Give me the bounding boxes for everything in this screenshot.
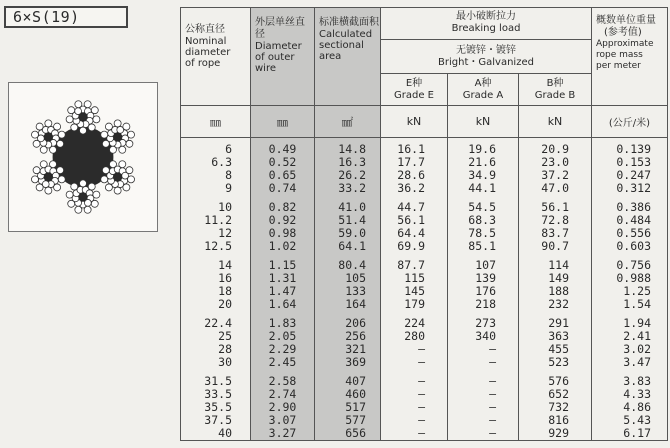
cell-sectional-area: 460 xyxy=(345,387,366,401)
cell-mass: 5.43 xyxy=(623,413,651,427)
cell-mass: 1.94 xyxy=(623,316,651,330)
strand-inner-wire-icon xyxy=(75,108,82,115)
cell-sectional-area: 51.4 xyxy=(338,213,366,227)
header-grade-e xyxy=(381,74,448,106)
cell-grade-a: 78.5 xyxy=(468,226,496,240)
strand-outer-wire-icon xyxy=(75,101,82,108)
strand-outer-wire-icon xyxy=(114,187,121,194)
cell-mass: 1.54 xyxy=(623,297,651,311)
col-grade-b xyxy=(519,138,592,441)
header-breaking-load-en: Breaking load xyxy=(451,23,521,34)
cell-wire-diameter: 1.83 xyxy=(268,316,297,330)
header-nominal-diameter-en-1: Nominal xyxy=(185,36,227,47)
cell-nominal-diameter: 37.5 xyxy=(204,413,232,427)
cell-grade-a: 218 xyxy=(475,297,496,311)
cell-grade-e: 16.1 xyxy=(397,142,425,156)
cell-sectional-area: 206 xyxy=(345,316,366,330)
header-mass-en-3: per meter xyxy=(596,61,641,71)
cell-grade-b: 83.7 xyxy=(541,226,569,240)
rope-cross-section-diagram xyxy=(8,82,158,232)
cell-grade-b: 576 xyxy=(548,374,569,388)
cell-nominal-diameter: 28 xyxy=(218,342,232,356)
strand-outer-wire-icon xyxy=(123,184,130,191)
cell-wire-diameter: 0.98 xyxy=(268,226,297,240)
cell-wire-diameter: 1.64 xyxy=(268,297,297,311)
cell-grade-e: — xyxy=(418,374,425,388)
cell-grade-a: — xyxy=(489,413,496,427)
strand-outer-wire-icon xyxy=(93,191,100,198)
cell-sectional-area: 256 xyxy=(345,329,366,343)
header-wire-diameter-en-2: of outer xyxy=(255,52,295,63)
cell-grade-e: 145 xyxy=(404,284,425,298)
col-wire-diameter xyxy=(251,138,315,441)
cell-sectional-area: 656 xyxy=(345,426,366,440)
cell-grade-b: 114 xyxy=(548,258,569,272)
unit-sectional-area: ㎟ xyxy=(315,106,381,138)
strand-outer-wire-icon xyxy=(68,200,75,207)
strand-inner-wire-icon xyxy=(84,199,91,206)
cell-nominal-diameter: 20 xyxy=(218,297,232,311)
cell-grade-a: 107 xyxy=(475,258,496,272)
strand-outer-wire-icon xyxy=(102,167,109,174)
cell-grade-e: 44.7 xyxy=(397,200,425,214)
cell-grade-a: 340 xyxy=(475,329,496,343)
col-grade-e xyxy=(381,138,448,441)
header-mass-en-1: Approximate xyxy=(596,39,654,49)
header-sectional-area-cn: 标准横截面积 xyxy=(319,17,379,28)
cell-grade-e: — xyxy=(418,355,425,369)
strand-outer-wire-icon xyxy=(36,184,43,191)
strand-outer-wire-icon xyxy=(119,161,126,168)
cell-grade-e: 28.6 xyxy=(397,168,425,182)
cell-wire-diameter: 1.47 xyxy=(268,284,297,298)
header-grade-e-cn: E种 xyxy=(405,78,423,89)
strand-outer-wire-icon xyxy=(75,206,82,213)
cell-sectional-area: 133 xyxy=(345,284,366,298)
cell-grade-b: 37.2 xyxy=(541,168,569,182)
cell-grade-b: 72.8 xyxy=(541,213,569,227)
header-mass-cn2: (参考值) xyxy=(604,27,642,38)
cell-mass: 0.484 xyxy=(616,213,651,227)
cell-sectional-area: 517 xyxy=(345,400,366,414)
cell-nominal-diameter: 40 xyxy=(218,426,232,440)
cell-grade-b: 523 xyxy=(548,355,569,369)
cell-mass: 0.247 xyxy=(616,168,651,182)
header-grade-a-cn: A种 xyxy=(474,78,492,89)
cell-grade-a: 68.3 xyxy=(468,213,496,227)
cell-grade-e: 115 xyxy=(404,271,425,285)
cell-sectional-area: 321 xyxy=(345,342,366,356)
rope-type-title: 6×S(19) xyxy=(4,6,128,28)
strand-outer-wire-icon xyxy=(102,140,109,147)
cell-wire-diameter: 2.90 xyxy=(268,400,297,414)
header-wire-diameter xyxy=(251,8,315,106)
unit-mass: (公斤/米) xyxy=(592,106,668,138)
cell-grade-a: — xyxy=(489,387,496,401)
cell-grade-a: — xyxy=(489,400,496,414)
col-nominal-diameter xyxy=(181,138,251,441)
header-wire-diameter-en-3: wire xyxy=(255,63,277,74)
col-grade-a xyxy=(448,138,519,441)
cell-grade-b: 90.7 xyxy=(541,239,569,253)
unit-grade-e: kN xyxy=(381,106,448,138)
header-sectional-area-en-2: sectional xyxy=(319,40,364,51)
cell-nominal-diameter: 12 xyxy=(218,226,232,240)
cell-wire-diameter: 0.49 xyxy=(268,142,297,156)
header-grade-e-en: Grade E xyxy=(394,90,434,101)
cell-nominal-diameter: 11.2 xyxy=(204,213,232,227)
cell-grade-e: 224 xyxy=(404,316,425,330)
cell-wire-diameter: 1.02 xyxy=(268,239,297,253)
cell-mass: 0.603 xyxy=(616,239,651,253)
cell-wire-diameter: 0.52 xyxy=(268,155,297,169)
header-bright-galvanized xyxy=(381,40,592,74)
header-breaking-load xyxy=(381,8,592,40)
cell-grade-a: — xyxy=(489,426,496,440)
strand-outer-wire-icon xyxy=(93,116,100,123)
strand-outer-wire-icon xyxy=(45,120,52,127)
strand-outer-wire-icon xyxy=(101,131,108,138)
cell-grade-b: 291 xyxy=(548,316,569,330)
strand-outer-wire-icon xyxy=(31,131,38,138)
cell-grade-e: 17.7 xyxy=(397,155,425,169)
strand-outer-wire-icon xyxy=(58,131,65,138)
cell-grade-a: — xyxy=(489,355,496,369)
cell-grade-b: 232 xyxy=(548,297,569,311)
cell-grade-e: 56.1 xyxy=(397,213,425,227)
strand-outer-wire-icon xyxy=(88,183,95,190)
header-grade-a-en: Grade A xyxy=(462,90,504,101)
cell-wire-diameter: 2.45 xyxy=(268,355,297,369)
cell-mass: 0.756 xyxy=(616,258,651,272)
header-mass-cn: 概数单位重量 xyxy=(596,15,656,26)
cell-grade-e: — xyxy=(418,413,425,427)
cell-sectional-area: 407 xyxy=(345,374,366,388)
cell-mass: 6.17 xyxy=(623,426,651,440)
cell-grade-a: 21.6 xyxy=(468,155,496,169)
cell-sectional-area: 105 xyxy=(345,271,366,285)
cell-nominal-diameter: 35.5 xyxy=(204,400,232,414)
cell-nominal-diameter: 6.3 xyxy=(211,155,232,169)
cell-grade-b: 455 xyxy=(548,342,569,356)
cell-grade-a: 34.9 xyxy=(468,168,496,182)
strand-outer-wire-icon xyxy=(109,146,116,153)
unit-nominal-diameter: ㎜ xyxy=(181,106,251,138)
cell-grade-b: 149 xyxy=(548,271,569,285)
strand-outer-wire-icon xyxy=(80,127,87,134)
header-mass-en-2: rope mass xyxy=(596,50,643,60)
header-bright-galvanized-cn: 无镀锌・镀锌 xyxy=(456,45,516,56)
strand-outer-wire-icon xyxy=(128,176,135,183)
cell-nominal-diameter: 30 xyxy=(218,355,232,369)
strand-outer-wire-icon xyxy=(91,107,98,114)
header-nominal-diameter-cn: 公称直径 xyxy=(185,24,225,35)
cell-grade-e: — xyxy=(418,426,425,440)
col-sectional-area xyxy=(315,138,381,441)
strand-outer-wire-icon xyxy=(58,176,65,183)
cell-mass: 4.86 xyxy=(623,400,651,414)
cell-grade-e: — xyxy=(418,400,425,414)
strand-outer-wire-icon xyxy=(57,140,64,147)
strand-outer-wire-icon xyxy=(66,116,73,123)
strand-outer-wire-icon xyxy=(105,123,112,130)
cell-wire-diameter: 3.27 xyxy=(268,426,297,440)
strand-outer-wire-icon xyxy=(71,124,78,131)
cell-grade-a: — xyxy=(489,342,496,356)
cell-nominal-diameter: 33.5 xyxy=(204,387,232,401)
header-grade-a xyxy=(448,74,519,106)
cell-grade-e: 64.4 xyxy=(397,226,425,240)
cell-grade-a: 85.1 xyxy=(468,239,496,253)
cell-sectional-area: 369 xyxy=(345,355,366,369)
header-mass xyxy=(592,8,668,106)
cell-grade-b: 56.1 xyxy=(541,200,569,214)
strand-outer-wire-icon xyxy=(88,124,95,131)
cell-grade-b: 47.0 xyxy=(541,181,569,195)
strand-outer-wire-icon xyxy=(105,184,112,191)
cell-grade-e: 280 xyxy=(404,329,425,343)
strand-outer-wire-icon xyxy=(50,146,57,153)
strand-outer-wire-icon xyxy=(123,123,130,130)
cell-grade-e: 179 xyxy=(404,297,425,311)
header-sectional-area xyxy=(315,8,381,106)
cell-nominal-diameter: 12.5 xyxy=(204,239,232,253)
cell-nominal-diameter: 6 xyxy=(225,142,232,156)
header-sectional-area-en-3: area xyxy=(319,51,342,62)
header-nominal-diameter-en-2: diameter xyxy=(185,47,231,58)
strand-outer-wire-icon xyxy=(40,146,47,153)
cell-mass: 3.47 xyxy=(623,355,651,369)
cell-nominal-diameter: 18 xyxy=(218,284,232,298)
strand-outer-wire-icon xyxy=(128,131,135,138)
header-bright-galvanized-en: Bright・Galvanized xyxy=(438,57,534,68)
cell-grade-e: 69.9 xyxy=(397,239,425,253)
strand-outer-wire-icon xyxy=(71,183,78,190)
cell-wire-diameter: 3.07 xyxy=(268,413,297,427)
rope-spec-table xyxy=(180,7,668,441)
cell-sectional-area: 59.0 xyxy=(338,226,366,240)
cell-wire-diameter: 0.65 xyxy=(268,168,297,182)
cell-nominal-diameter: 8 xyxy=(225,168,232,182)
cell-grade-a: — xyxy=(489,374,496,388)
cell-grade-a: 273 xyxy=(475,316,496,330)
cell-grade-b: 20.9 xyxy=(541,142,569,156)
strand-outer-wire-icon xyxy=(33,140,40,147)
strand-outer-wire-icon xyxy=(54,184,61,191)
cell-grade-b: 816 xyxy=(548,413,569,427)
cell-nominal-diameter: 22.4 xyxy=(204,316,232,330)
cell-grade-e: — xyxy=(418,342,425,356)
cell-mass: 2.41 xyxy=(623,329,651,343)
header-nominal-diameter-en-3: of rope xyxy=(185,58,221,69)
cell-grade-e: 87.7 xyxy=(397,258,425,272)
cell-grade-b: 188 xyxy=(548,284,569,298)
header-sectional-area-en-1: Calculated xyxy=(319,29,373,40)
header-grade-b xyxy=(519,74,592,106)
cell-mass: 0.153 xyxy=(616,155,651,169)
unit-wire-diameter: ㎜ xyxy=(251,106,315,138)
strand-outer-wire-icon xyxy=(119,146,126,153)
cell-wire-diameter: 2.74 xyxy=(268,387,297,401)
cell-sectional-area: 33.2 xyxy=(338,181,366,195)
cell-grade-b: 732 xyxy=(548,400,569,414)
cell-grade-b: 929 xyxy=(548,426,569,440)
strand-outer-wire-icon xyxy=(57,167,64,174)
strand-outer-wire-icon xyxy=(50,161,57,168)
cell-nominal-diameter: 31.5 xyxy=(204,374,232,388)
cell-wire-diameter: 1.31 xyxy=(268,271,297,285)
cell-wire-diameter: 0.82 xyxy=(268,200,297,214)
cell-mass: 0.312 xyxy=(616,181,651,195)
cell-wire-diameter: 2.05 xyxy=(268,329,297,343)
unit-grade-b: kN xyxy=(519,106,592,138)
cell-wire-diameter: 2.58 xyxy=(268,374,297,388)
cell-mass: 1.25 xyxy=(623,284,651,298)
cell-wire-diameter: 0.92 xyxy=(268,213,297,227)
strand-outer-wire-icon xyxy=(33,167,40,174)
cell-grade-b: 363 xyxy=(548,329,569,343)
strand-outer-wire-icon xyxy=(45,187,52,194)
cell-grade-a: 19.6 xyxy=(468,142,496,156)
cell-mass: 0.988 xyxy=(616,271,651,285)
strand-outer-wire-icon xyxy=(40,161,47,168)
strand-outer-wire-icon xyxy=(66,191,73,198)
cell-mass: 0.386 xyxy=(616,200,651,214)
strand-outer-wire-icon xyxy=(109,161,116,168)
cell-grade-a: 176 xyxy=(475,284,496,298)
header-grade-b-en: Grade B xyxy=(534,90,576,101)
cell-grade-e: 36.2 xyxy=(397,181,425,195)
header-breaking-load-cn: 最小破断拉力 xyxy=(456,11,516,22)
cell-nominal-diameter: 25 xyxy=(218,329,232,343)
strand-outer-wire-icon xyxy=(126,140,133,147)
cell-nominal-diameter: 14 xyxy=(218,258,232,272)
header-nominal-diameter xyxy=(181,8,251,106)
cell-grade-a: 54.5 xyxy=(468,200,496,214)
unit-grade-a: kN xyxy=(448,106,519,138)
cell-mass: 0.556 xyxy=(616,226,651,240)
strand-outer-wire-icon xyxy=(126,167,133,174)
cell-mass: 0.139 xyxy=(616,142,651,156)
cell-mass: 4.33 xyxy=(623,387,651,401)
cell-sectional-area: 164 xyxy=(345,297,366,311)
cell-sectional-area: 64.1 xyxy=(338,239,366,253)
cell-sectional-area: 14.8 xyxy=(338,142,366,156)
cell-nominal-diameter: 16 xyxy=(218,271,232,285)
cell-wire-diameter: 0.74 xyxy=(268,181,297,195)
strand-outer-wire-icon xyxy=(114,120,121,127)
strand-outer-wire-icon xyxy=(31,176,38,183)
strand-outer-wire-icon xyxy=(36,123,43,130)
strand-outer-wire-icon xyxy=(84,101,91,108)
strand-outer-wire-icon xyxy=(80,180,87,187)
cell-sectional-area: 80.4 xyxy=(338,258,366,272)
cell-wire-diameter: 1.15 xyxy=(268,258,297,272)
cell-mass: 3.02 xyxy=(623,342,651,356)
strand-outer-wire-icon xyxy=(91,200,98,207)
cell-sectional-area: 26.2 xyxy=(338,168,366,182)
cell-grade-b: 652 xyxy=(548,387,569,401)
cell-grade-a: 44.1 xyxy=(468,181,496,195)
header-wire-diameter-en-1: Diameter xyxy=(255,41,302,52)
rope-spec-table-wrapper xyxy=(180,7,667,439)
strand-outer-wire-icon xyxy=(101,176,108,183)
cell-sectional-area: 577 xyxy=(345,413,366,427)
rope-cross-section-icon xyxy=(9,83,157,231)
strand-outer-wire-icon xyxy=(54,123,61,130)
col-mass xyxy=(592,138,668,441)
cell-wire-diameter: 2.29 xyxy=(268,342,297,356)
cell-mass: 3.83 xyxy=(623,374,651,388)
cell-grade-a: 139 xyxy=(475,271,496,285)
cell-nominal-diameter: 10 xyxy=(218,200,232,214)
strand-outer-wire-icon xyxy=(68,107,75,114)
header-wire-diameter-cn: 外层单丝直径 xyxy=(255,17,305,40)
cell-sectional-area: 16.3 xyxy=(338,155,366,169)
cell-grade-b: 23.0 xyxy=(541,155,569,169)
cell-sectional-area: 41.0 xyxy=(338,200,366,214)
header-grade-b-cn: B种 xyxy=(546,78,564,89)
cell-grade-e: — xyxy=(418,387,425,401)
cell-nominal-diameter: 9 xyxy=(225,181,232,195)
strand-outer-wire-icon xyxy=(84,206,91,213)
